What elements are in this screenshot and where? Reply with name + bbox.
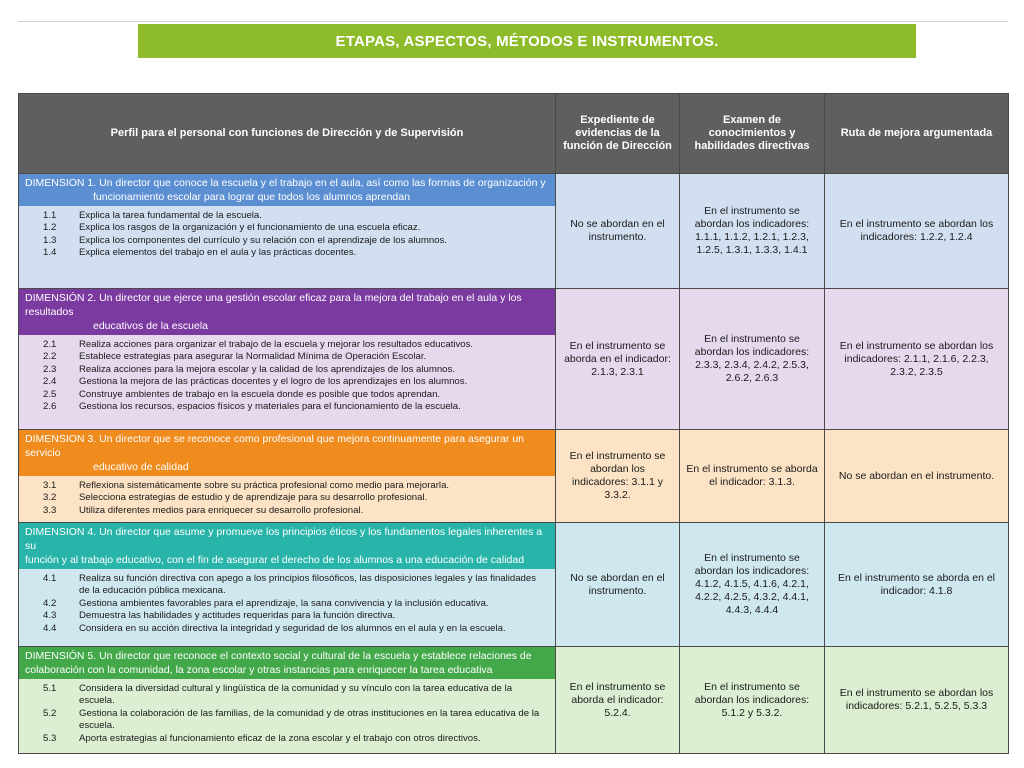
dimensions-table (18, 93, 1009, 754)
list-item (43, 610, 549, 622)
list-item (43, 235, 549, 247)
list-item (43, 505, 549, 517)
item-number: 5.3 (43, 732, 57, 744)
dimension-1-profile (19, 174, 556, 289)
list-item (43, 247, 549, 259)
page-title: ETAPAS, ASPECTOS, MÉTODOS E INSTRUMENTOS. (138, 24, 916, 58)
dimension-3-examen: En el instrumento se aborda el indicador: 3.1.3. (680, 430, 825, 523)
item-number: 4.2 (43, 597, 57, 609)
list-item (43, 339, 549, 351)
dimension-1-heading-line2: funcionamiento escolar para lograr que todos los alumnos aprendan (93, 191, 410, 203)
dimension-5-examen: En el instrumento se abordan los indicadores: 5.1.2 y 5.3.2. (680, 647, 825, 754)
item-text: Utiliza diferentes medios para enriquecer su desarrollo profesional. (79, 504, 364, 516)
list-item (43, 389, 549, 401)
list-item (43, 623, 549, 635)
item-text: Explica los componentes del currículo y su relación con el aprendizaje de los alumnos. (79, 234, 447, 246)
item-number: 5.1 (43, 683, 57, 694)
item-text: Realiza acciones para organizar el trabajo de la escuela y mejorar los resultados educativos. (79, 339, 474, 350)
header-examen (680, 94, 825, 174)
dimension-5-items (19, 679, 555, 749)
list-item (43, 598, 549, 610)
list-item (43, 708, 549, 733)
dimension-4-expediente: No se abordan en el instrumento. (556, 523, 680, 647)
item-text: Considera en su acción directiva la integridad y seguridad de los alumnos en el aula y en la escuela. (79, 622, 506, 634)
list-item (43, 364, 549, 376)
dimension-row-5 (19, 647, 1009, 754)
item-text: Gestiona los recursos, espacios físicos y materiales para el funcionamiento de la escuela. (79, 401, 461, 413)
item-text: Realiza su función directiva con apego a los principios filosóficos, las disposiciones legales y las finalidades de la educación pública mexicana. (79, 573, 537, 597)
header-ruta-label: Ruta de mejora argumentada (840, 127, 993, 139)
dimension-1-examen: En el instrumento se abordan los indicadores: 1.1.1, 1.1.2, 1.2.1, 1.2.3, 1.2.5, 1.3.1, 1.3.3, 1.4.1 (680, 174, 825, 289)
item-number: 3.3 (43, 504, 57, 516)
dimension-row-4 (19, 523, 1009, 647)
dimension-4-examen: En el instrumento se abordan los indicadores: 4.1.2, 4.1.5, 4.1.6, 4.2.1, 4.2.2, 4.2.5, 4.3.2, 4.4.1, 4.4.3, 4.4.4 (680, 523, 825, 647)
dimension-5-ruta: En el instrumento se abordan los indicadores: 5.2.1, 5.2.5, 5.3.3 (825, 647, 1009, 754)
item-number: 5.2 (43, 707, 57, 719)
item-text: Explica elementos del trabajo en el aula y las prácticas docentes. (79, 247, 357, 259)
header-profile-label: Perfil para el personal con funciones de Dirección y de Supervisión (110, 127, 464, 139)
item-text: Aporta estrategias al funcionamiento eficaz de la zona escolar y el trabajo con otros directivos. (79, 732, 481, 744)
item-text: Gestiona la mejora de las prácticas docentes y el logro de los aprendizajes en los alumnos. (79, 376, 468, 388)
dimension-2-heading-line1: DIMENSIÓN 2. Un director que ejerce una gestión escolar eficaz para la mejora del trabajo en el aula y los resultados (25, 292, 522, 318)
dimension-3-heading-line1: DIMENSION 3. Un director que se reconoce como profesional que mejora continuamente para asegurar un servicio (25, 433, 525, 459)
dimension-3-expediente: En el instrumento se abordan los indicadores: 3.1.1 y 3.3.2. (556, 430, 680, 523)
item-number: 3.2 (43, 492, 57, 504)
dimension-3-items (19, 476, 555, 521)
item-number: 2.2 (43, 351, 57, 363)
item-number: 1.4 (43, 247, 57, 259)
dimension-5-expediente: En el instrumento se aborda el indicador: 5.2.4. (556, 647, 680, 754)
item-text: Realiza acciones para la mejora escolar y la calidad de los aprendizajes de los alumnos. (79, 363, 455, 375)
dimension-1-expediente: No se abordan en el instrumento. (556, 174, 680, 289)
item-number: 1.3 (43, 234, 57, 246)
dimension-5-heading-line2: colaboración con la comunidad, la zona escolar y otras instancias para enriquecer la tarea educativa (25, 664, 493, 676)
dimension-3-heading-line2: educativo de calidad (93, 461, 189, 473)
header-profile (19, 94, 556, 174)
dimension-row-1 (19, 174, 1009, 289)
dimension-row-3 (19, 430, 1009, 523)
list-item (43, 733, 549, 745)
item-number: 4.4 (43, 622, 57, 634)
list-item (43, 401, 549, 413)
item-text: Demuestra las habilidades y actitudes requeridas para la función directiva. (79, 610, 396, 622)
dimension-2-ruta: En el instrumento se abordan los indicadores: 2.1.1, 2.1.6, 2.2.3, 2.3.2, 2.3.5 (825, 289, 1009, 430)
dimension-4-heading-line2: función y al trabajo educativo, con el fin de asegurar el derecho de los alumnos a una educación de calidad (25, 554, 525, 566)
header-examen-label: Examen de conocimientos y habilidades directivas (694, 114, 810, 152)
item-text: Construye ambientes de trabajo en la escuela donde es posible que todos aprendan. (79, 388, 441, 400)
dimension-3-heading (19, 430, 555, 476)
item-text: Explica la tarea fundamental de la escuela. (79, 210, 262, 221)
dimension-1-heading (19, 174, 555, 206)
dimension-4-profile (19, 523, 556, 647)
item-number: 2.3 (43, 363, 57, 375)
item-number: 2.6 (43, 401, 57, 413)
list-item (43, 376, 549, 388)
item-text: Explica los rasgos de la organización y el funcionamiento de una escuela eficaz. (79, 222, 421, 234)
dimension-1-heading-line1: DIMENSION 1. Un director que conoce la escuela y el trabajo en el aula, así como las formas de organización y (25, 177, 546, 189)
list-item (43, 222, 549, 234)
dimension-4-ruta: En el instrumento se aborda en el indicador: 4.1.8 (825, 523, 1009, 647)
list-item (43, 480, 549, 492)
item-number: 4.3 (43, 610, 57, 622)
item-text: Reflexiona sistemáticamente sobre su práctica profesional como medio para mejorarla. (79, 480, 450, 491)
dimension-4-heading (19, 523, 555, 569)
list-item (43, 492, 549, 504)
list-item (43, 351, 549, 363)
header-ruta (825, 94, 1009, 174)
top-divider (18, 21, 1008, 22)
dimension-2-heading (19, 289, 555, 335)
dimension-5-heading-line1: DIMENSIÓN 5. Un director que reconoce el contexto social y cultural de la escuela y establece relaciones de (25, 650, 532, 662)
list-item (43, 683, 549, 708)
dimension-1-ruta: En el instrumento se abordan los indicadores: 1.2.2, 1.2.4 (825, 174, 1009, 289)
item-text: Gestiona la colaboración de las familias, de la comunidad y de otras instituciones en la tarea educativa de la escuela. (79, 707, 540, 732)
header-expediente-label: Expediente de evidencias de la función de Dirección (563, 114, 672, 152)
dimension-3-profile (19, 430, 556, 523)
dimension-2-expediente: En el instrumento se aborda en el indicador: 2.1.3, 2.3.1 (556, 289, 680, 430)
item-text: Establece estrategias para asegurar la Normalidad Mínima de Operación Escolar. (79, 351, 427, 363)
dimension-1-items (19, 206, 555, 264)
item-number: 3.1 (43, 480, 57, 491)
dimension-row-2 (19, 289, 1009, 430)
item-text: Considera la diversidad cultural y lingüística de la comunidad y su vínculo con la tarea educativa de la escuela. (79, 683, 513, 707)
item-number: 4.1 (43, 573, 57, 584)
dimension-2-items (19, 335, 555, 417)
item-number: 1.1 (43, 210, 57, 221)
item-text: Gestiona ambientes favorables para el aprendizaje, la sana convivencia y la inclusión educativa. (79, 597, 489, 609)
dimension-5-heading (19, 647, 555, 679)
list-item (43, 573, 549, 598)
item-number: 2.1 (43, 339, 57, 350)
list-item (43, 210, 549, 222)
dimension-2-examen: En el instrumento se abordan los indicadores: 2.3.3, 2.3.4, 2.4.2, 2.5.3, 2.6.2, 2.6.3 (680, 289, 825, 430)
header-expediente (556, 94, 680, 174)
item-number: 2.4 (43, 376, 57, 388)
header-row (19, 94, 1009, 174)
dimension-4-items (19, 569, 555, 639)
dimension-3-ruta: No se abordan en el instrumento. (825, 430, 1009, 523)
item-number: 2.5 (43, 388, 57, 400)
dimension-5-profile (19, 647, 556, 754)
dimension-2-heading-line2: educativos de la escuela (93, 320, 208, 332)
item-text: Selecciona estrategias de estudio y de aprendizaje para su desarrollo profesional. (79, 492, 428, 504)
dimension-2-profile (19, 289, 556, 430)
dimension-4-heading-line1: DIMENSION 4. Un director que asume y promueve los principios éticos y los fundamentos legales inherentes a su (25, 526, 543, 552)
item-number: 1.2 (43, 222, 57, 234)
